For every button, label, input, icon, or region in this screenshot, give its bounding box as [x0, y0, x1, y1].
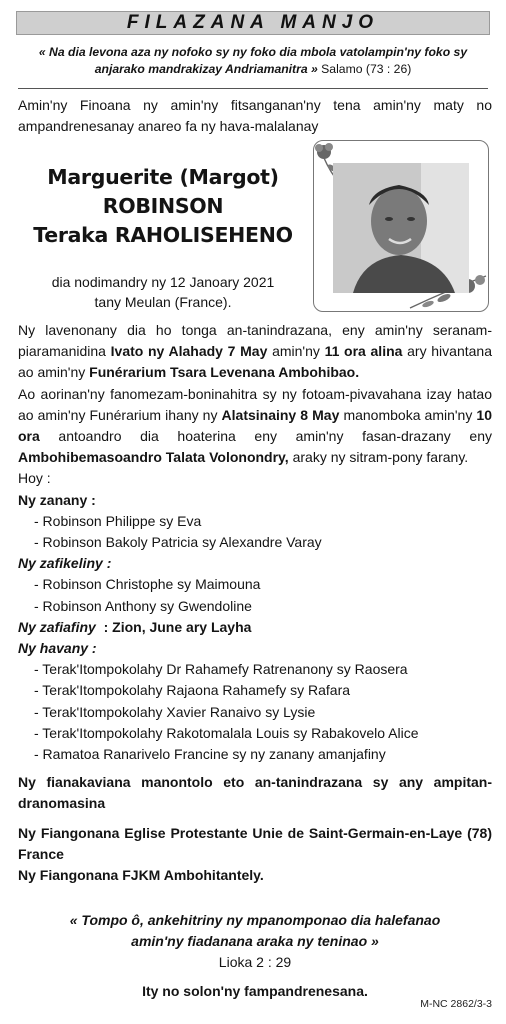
church-line-2: Ny Fiangonana FJKM Ambohitantely.	[18, 867, 264, 884]
burial-time: 10 ora	[18, 406, 492, 445]
burial-text-2: manomboka amin'ny	[339, 406, 477, 423]
list-item: - Ramatoa Ranarivelo Francine sy ny zanany amanjafiny	[34, 746, 386, 763]
burial-text-3: antoandro dia hoaterina eny amin'ny fasan-drazany eny	[39, 428, 492, 445]
burial-text-4: araky ny sitram-pony farany.	[288, 449, 469, 466]
great-grandchildren-names: : Zion, June ary Layha	[95, 618, 252, 635]
list-item: - Robinson Christophe sy Maimouna	[34, 576, 261, 593]
deceased-name-line2: ROBINSON	[102, 194, 224, 218]
list-item: - Robinson Philippe sy Eva	[34, 512, 202, 529]
burial-place: Ambohibemasoandro Talata Volonondry,	[18, 449, 289, 466]
burial-text-1: Ao aorinan'ny fanomezam-boninahitra sy ny fotoam-pivavahana izay hatao ao amin'ny Funérarium ihany ny	[18, 385, 492, 423]
death-place: tany Meulan (France).	[94, 294, 232, 310]
list-item: - Robinson Bakoly Patricia sy Alexandre Varay	[34, 534, 322, 551]
notice-header	[16, 11, 490, 35]
deceased-name-line1: Marguerite (Margot)	[47, 165, 279, 189]
burial-paragraph	[18, 384, 492, 469]
list-item: - Terak'Itompokolahy Rakotomalala Louis sy Rabakovelo Alice	[34, 724, 419, 741]
notice-body	[18, 320, 492, 886]
arrival-paragraph	[18, 320, 492, 384]
notice-code: M-NC 2862/3-3	[420, 998, 492, 1010]
arrival-text-2: amin'ny	[267, 343, 325, 360]
arrival-date: Ivato ny Alahady 7 May	[110, 343, 268, 360]
death-date: dia nodimandry ny 12 Janoary 2021	[51, 274, 275, 290]
closing-verse-line1: « Tompo ô, ankehitriny ny mpanomponao dia halefanao	[69, 912, 441, 928]
church-line-1: Ny Fiangonana Eglise Protestante Unie de Saint-Germain-en-Laye (78) France	[18, 824, 492, 862]
arrival-text-1: Ny lavenonany dia ho tonga an-tanindrazana, eny amin'ny seranam-piaramanidina	[18, 322, 492, 360]
hoy-label: Hoy :	[18, 470, 51, 487]
list-item: - Terak'Itompokolahy Xavier Ranaivo sy Lysie	[34, 703, 316, 720]
opening-verse	[18, 44, 488, 78]
opening-verse-text: « Na dia levona aza ny nofoko sy ny foko dia mbola vatolampin'ny foko sy anjarako mandrakizay Andriamanitra »	[38, 45, 468, 76]
closing-verse-ref: Lioka 2 : 29	[218, 954, 292, 970]
deceased-name-block	[18, 163, 308, 250]
children-heading: Ny zanany :	[18, 491, 96, 508]
burial-date: Alatsinainy 8 May	[221, 406, 340, 423]
list-item: - Terak'Itompokolahy Dr Rahamefy Ratrenanony sy Raosera	[34, 661, 408, 678]
relatives-heading: Ny havany :	[18, 640, 97, 657]
portrait-photo	[333, 163, 469, 293]
arrival-time: 11 ora alina	[324, 343, 403, 360]
grandchildren-heading: Ny zafikeliny :	[18, 555, 112, 572]
deceased-name-line3: Teraka RAHOLISEHENO	[33, 223, 293, 247]
arrival-text-3: ary hivantana ao amin'ny	[18, 343, 492, 381]
list-item: - Robinson Anthony sy Gwendoline	[34, 597, 252, 614]
closing-verse-line2: amin'ny fiadanana araka ny teninao »	[131, 933, 379, 949]
closing-statement: Ity no solon'ny fampandrenesana.	[142, 983, 368, 999]
death-details	[18, 272, 308, 312]
divider	[18, 88, 488, 89]
list-item: - Terak'Itompokolahy Rajaona Rahamefy sy Rafara	[34, 682, 351, 699]
opening-verse-ref: Salamo (73 : 26)	[317, 62, 412, 76]
portrait-illustration-icon	[333, 163, 469, 293]
great-grandchildren-heading: Ny zafiafiny	[18, 618, 96, 635]
notice-title: FILAZANA MANJO	[126, 12, 380, 33]
arrival-place: Funérarium Tsara Levenana Ambohibao.	[89, 364, 360, 381]
family-line: Ny fianakaviana manontolo eto an-tanindrazana sy any ampitan-dranomasina	[18, 774, 492, 812]
intro-paragraph: Amin'ny Finoana ny amin'ny fitsanganan'ny tena amin'ny maty no ampandrenesanay anareo fa ny hava-malalanay	[18, 97, 492, 134]
closing-verse	[18, 910, 492, 973]
